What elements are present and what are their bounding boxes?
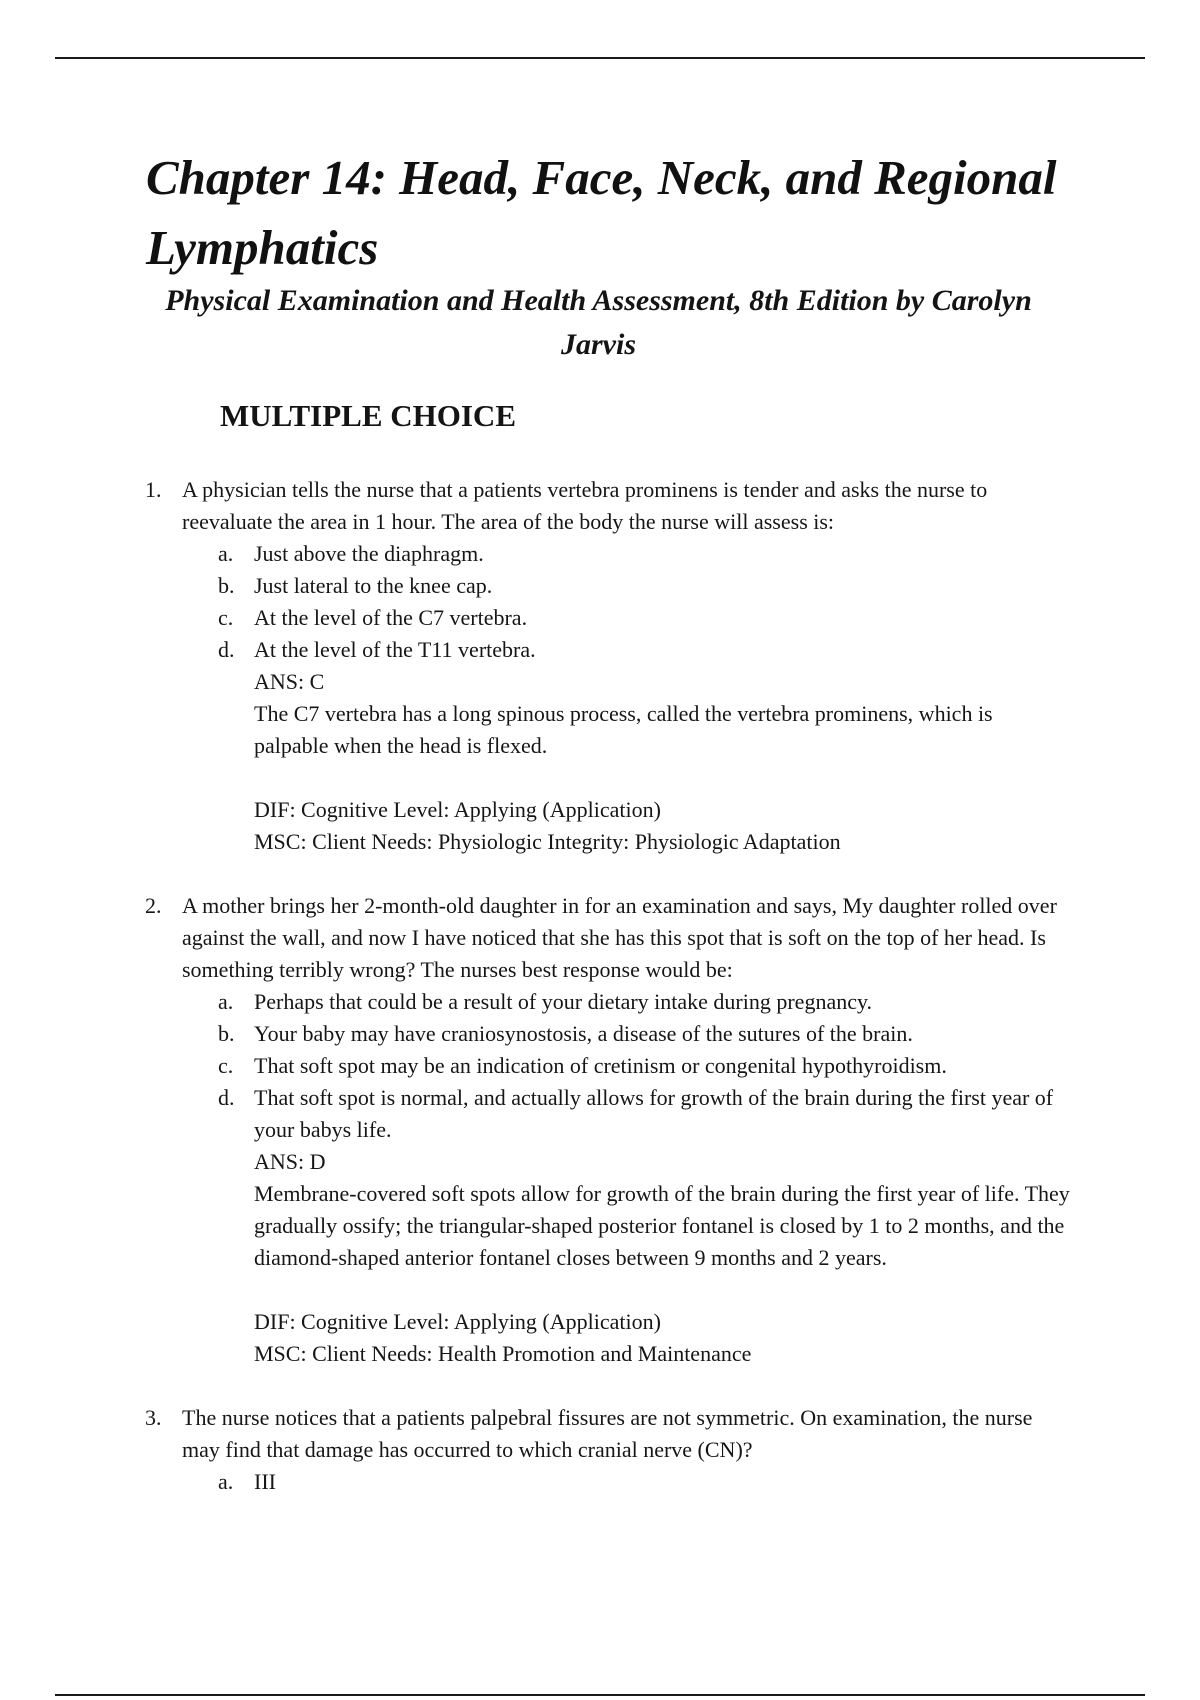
question-number: 3. <box>145 1405 162 1430</box>
option-c <box>182 1050 1070 1082</box>
client-needs: MSC: Client Needs: Health Promotion and Maintenance <box>254 1341 752 1366</box>
option-letter: d. <box>218 637 235 662</box>
answer-options <box>182 1466 1070 1498</box>
option-letter: c. <box>218 605 234 630</box>
option-text: At the level of the T11 vertebra. <box>254 637 536 662</box>
option-b <box>182 570 1070 602</box>
option-text: III <box>254 1469 276 1494</box>
question-list <box>145 474 1070 1530</box>
option-c <box>182 602 1070 634</box>
rationale: The C7 vertebra has a long spinous process, called the vertebra prominens, which is palpable when the head is flexed. <box>254 701 993 758</box>
section-heading: MULTIPLE CHOICE <box>220 398 516 433</box>
difficulty-level: DIF: Cognitive Level: Applying (Application) <box>254 1309 661 1334</box>
option-a <box>182 1466 1070 1498</box>
option-d <box>182 634 1070 666</box>
option-text: That soft spot is normal, and actually allows for growth of the brain during the first year of your babys life. <box>254 1085 1054 1142</box>
client-needs: MSC: Client Needs: Physiologic Integrity: Physiologic Adaptation <box>254 829 841 854</box>
option-a <box>182 538 1070 570</box>
option-a <box>182 986 1070 1018</box>
option-text: That soft spot may be an indication of cretinism or congenital hypothyroidism. <box>254 1053 947 1078</box>
answer-key: ANS: C <box>254 669 325 694</box>
question-stem: A physician tells the nurse that a patients vertebra prominens is tender and asks the nurse to reevaluate the area in 1 hour. The area of the body the nurse will assess is: <box>182 477 988 534</box>
answer-block <box>182 666 1070 858</box>
answer-options <box>182 986 1070 1146</box>
question-2 <box>145 890 1070 1370</box>
option-letter: b. <box>218 1021 235 1046</box>
answer-key: ANS: D <box>254 1149 326 1174</box>
top-rule <box>55 57 1145 59</box>
option-text: Just lateral to the knee cap. <box>254 573 493 598</box>
option-text: Just above the diaphragm. <box>254 541 484 566</box>
bottom-rule <box>55 1694 1145 1696</box>
option-letter: b. <box>218 573 235 598</box>
option-letter: a. <box>218 1469 234 1494</box>
option-b <box>182 1018 1070 1050</box>
chapter-title: Chapter 14: Head, Face, Neck, and Regional Lymphatics <box>146 150 1057 275</box>
question-stem: A mother brings her 2-month-old daughter in for an examination and says, My daughter rolled over against the wall, and now I have noticed that she has this spot that is soft on the top of her head. Is something terribly wrong? The nurses best response would be: <box>182 893 1057 982</box>
option-letter: d. <box>218 1085 235 1110</box>
option-d <box>182 1082 1070 1146</box>
option-letter: c. <box>218 1053 234 1078</box>
question-1 <box>145 474 1070 858</box>
option-text: Perhaps that could be a result of your dietary intake during pregnancy. <box>254 989 873 1014</box>
rationale: Membrane-covered soft spots allow for growth of the brain during the first year of life. They gradually ossify; the triangular-shaped posterior fontanel is closed by 1 to 2 months, and the diamond-shaped anterior fontanel closes between 9 months and 2 years. <box>254 1181 1070 1270</box>
answer-block <box>182 1146 1070 1370</box>
question-number: 1. <box>145 477 162 502</box>
option-text: Your baby may have craniosynostosis, a disease of the sutures of the brain. <box>254 1021 913 1046</box>
option-letter: a. <box>218 541 234 566</box>
option-text: At the level of the C7 vertebra. <box>254 605 528 630</box>
option-letter: a. <box>218 989 234 1014</box>
difficulty-level: DIF: Cognitive Level: Applying (Application) <box>254 797 661 822</box>
book-title: Physical Examination and Health Assessment, 8th Edition by Carolyn Jarvis <box>165 284 1032 361</box>
question-3 <box>145 1402 1070 1498</box>
question-number: 2. <box>145 893 162 918</box>
question-stem: The nurse notices that a patients palpebral fissures are not symmetric. On examination, the nurse may find that damage has occurred to which cranial nerve (CN)? <box>182 1405 1033 1462</box>
answer-options <box>182 538 1070 666</box>
